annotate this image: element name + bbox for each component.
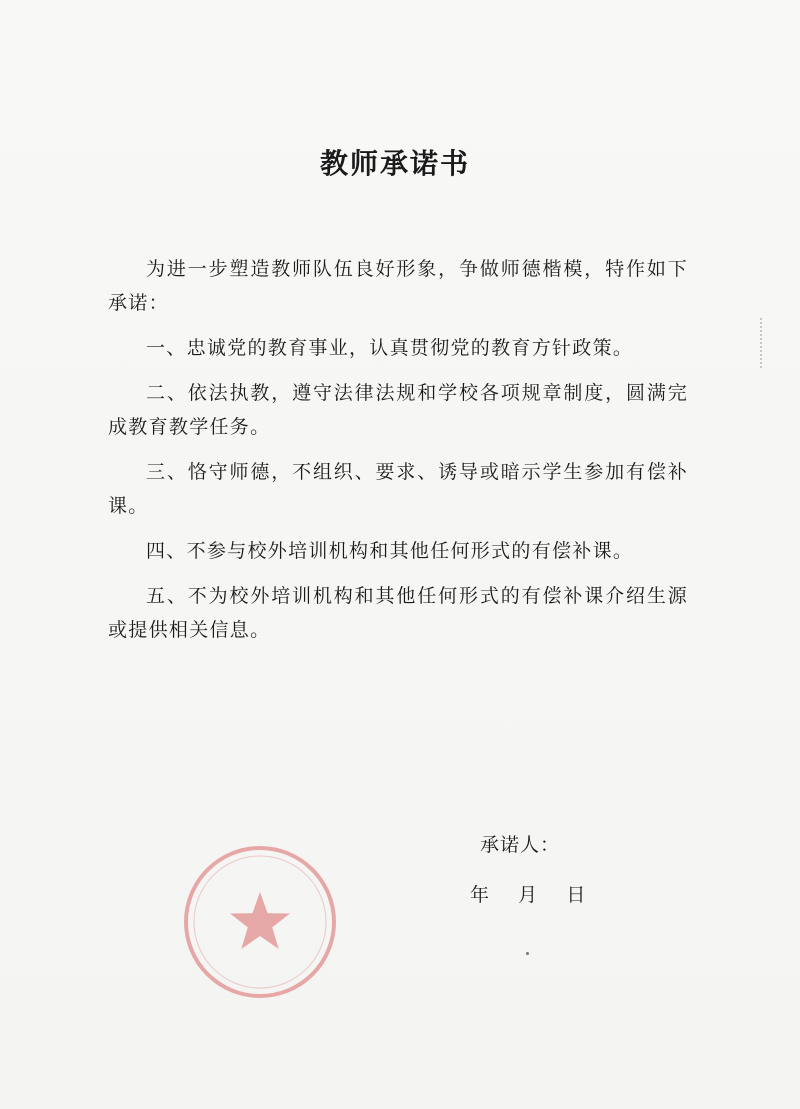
paragraph-intro: 为进一步塑造教师队伍良好形象，争做师德楷模，特作如下承诺： bbox=[108, 258, 688, 314]
paragraph-item-3: 三、恪守师德，不组织、要求、诱导或暗示学生参加有偿补课。 bbox=[108, 461, 688, 517]
scan-speck bbox=[526, 952, 529, 955]
paragraph-item-1: 一、忠诚党的教育事业，认真贯彻党的教育方针政策。 bbox=[146, 337, 634, 359]
paragraph-item-4: 四、不参与校外培训机构和其他任何形式的有偿补课。 bbox=[146, 540, 634, 562]
signer-label: 承诺人： bbox=[480, 834, 561, 856]
star-icon bbox=[230, 892, 290, 949]
date-line: 年 月 日 bbox=[470, 884, 587, 906]
document-body bbox=[108, 252, 688, 658]
paragraph-item-2: 二、依法执教，遵守法律法规和学校各项规章制度，圆满完成教育教学任务。 bbox=[108, 382, 688, 438]
seal-graphic bbox=[180, 842, 340, 1002]
signature-block bbox=[470, 830, 670, 907]
official-seal bbox=[180, 842, 340, 1002]
scan-bleed-marks bbox=[754, 318, 762, 368]
paragraph-item-5: 五、不为校外培训机构和其他任何形式的有偿补课介绍生源或提供相关信息。 bbox=[108, 585, 688, 641]
document-title: 教师承诺书 bbox=[319, 147, 470, 180]
